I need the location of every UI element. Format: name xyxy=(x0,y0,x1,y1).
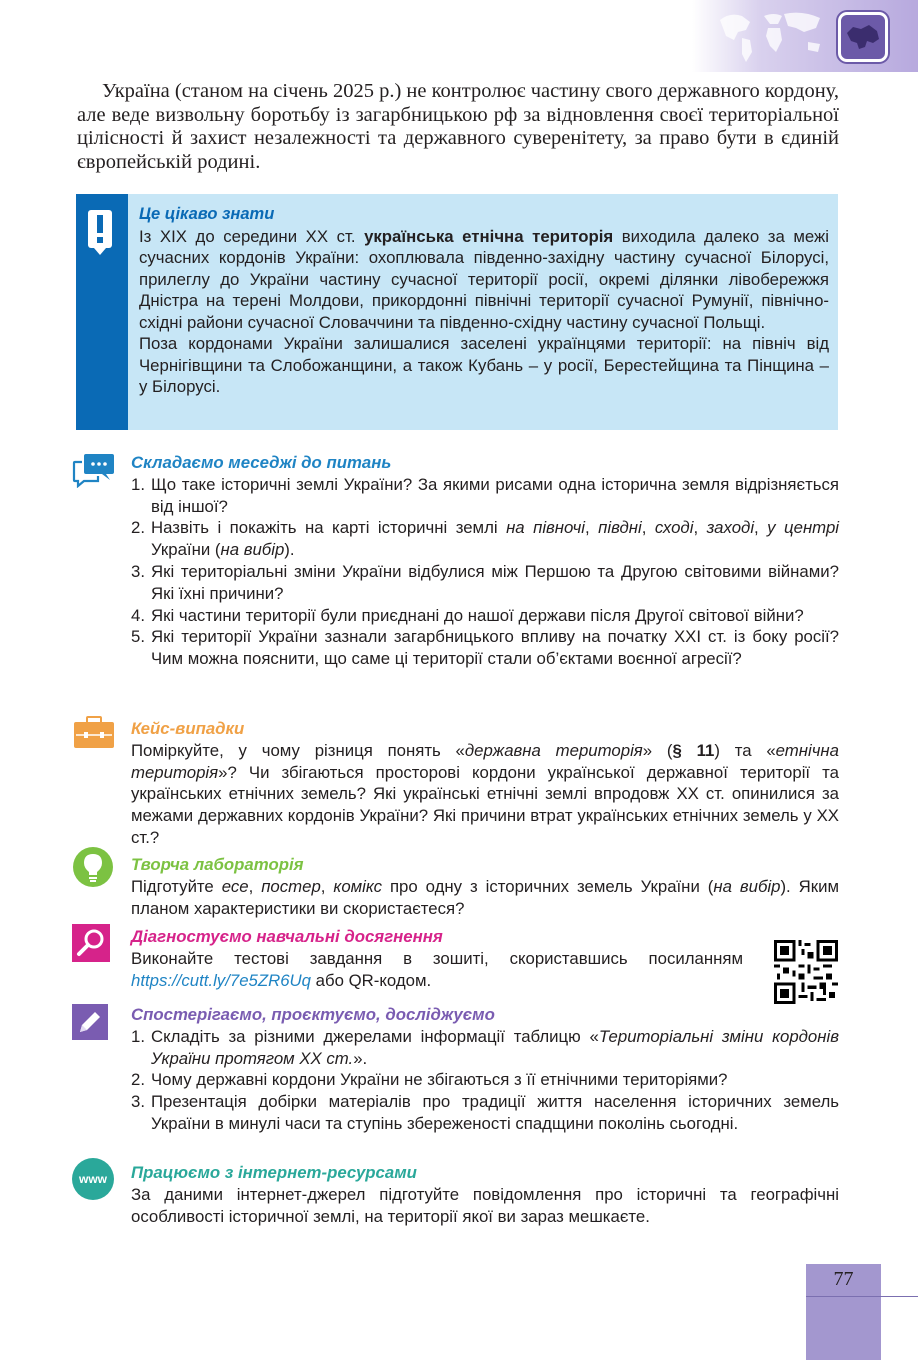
world-map-icon xyxy=(712,6,832,66)
internet-text: За даними інтернет-джерел підготуйте повідомлення про історичні та географічні особливості історичної землі, на території якої ви зараз мешкаєте. xyxy=(131,1184,839,1226)
briefcase-icon xyxy=(72,716,116,750)
pencil-icon xyxy=(72,1004,108,1040)
cases-section xyxy=(131,718,839,849)
info-box-content xyxy=(139,204,829,398)
list-item: 4. Які частини території були приєднані до нашої держави після Другої світової війни? xyxy=(131,605,804,625)
ukraine-map-icon xyxy=(838,12,888,62)
list-item: 5. Які території України зазнали загарбницького впливу на початку ХХІ ст. із боку росії? Чим можна пояснити, що саме ці території стали об’єктами воєнної агресії? xyxy=(131,627,839,669)
chapter-header-decoration xyxy=(692,0,918,72)
info-box-paragraph-1: Із ХІХ до середини ХХ ст. українська етнічна територія виходила далеко за межі сучасних кордонів України: охоплювала південно-західну частину сучасної Білорусі, прилеглу до України частину сучасної території росії, окремі ділянки лівобережжя Дністра на терені Молдови, прикордонні північні території сучасної Румунії, північно-східні райони сучасної Словаччини та південно-східну частину сучасної Польщі. xyxy=(139,226,829,332)
page-number: 77 xyxy=(833,1268,854,1290)
lab-text: Підготуйте есе, постер, комікс про одну з історичних земель України (на вибір). Яким планом характеристики ви скористаєтеся? xyxy=(131,876,840,918)
messages-section xyxy=(131,452,839,670)
page-number-box xyxy=(806,1264,881,1360)
info-box xyxy=(76,194,838,430)
messages-list xyxy=(131,474,839,670)
exclamation-icon xyxy=(88,210,112,248)
internet-section xyxy=(131,1162,839,1227)
info-box-sidebar xyxy=(76,194,128,430)
diagnostics-section xyxy=(131,926,743,991)
messages-title: Складаємо меседжі до питань xyxy=(131,453,392,472)
lab-section xyxy=(131,854,839,919)
internet-title: Працюємо з інтернет-ресурсами xyxy=(131,1163,417,1182)
diagnostics-text: Виконайте тестові завдання в зошиті, скориставшись посиланням https://cutt.ly/7e5ZR6Uq або QR-кодом. xyxy=(131,948,743,990)
list-item: 3. Які територіальні зміни України відбулися між Першою та Другою світовими війнами? Які їхні причини? xyxy=(131,561,839,603)
test-link[interactable]: https://cutt.ly/7e5ZR6Uq xyxy=(131,970,312,990)
info-box-title: Це цікаво знати xyxy=(139,205,275,223)
magnifier-icon xyxy=(72,924,110,962)
cases-title: Кейс-випадки xyxy=(131,719,245,738)
list-item: 2. Чому державні кордони України не збігаються з її етнічними територіями? xyxy=(131,1070,728,1090)
cases-text: Поміркуйте, у чому різниця понять «державна територія» (§ 11) та «етнічна територія»? Чи збігаються просторові кордони української державної території та українських етнічних земель? Які українські етнічні землі впродовж ХХ ст. опинилися за межами державних кордонів України? Які причини втрат українських етнічних земель у ХХ ст.? xyxy=(131,740,839,847)
research-title: Спостерігаємо, проєктуємо, досліджуємо xyxy=(131,1005,495,1024)
www-icon: www xyxy=(72,1158,114,1200)
qr-code-icon[interactable] xyxy=(774,940,838,1004)
research-list xyxy=(131,1026,839,1135)
lab-title: Творча лабораторія xyxy=(131,855,304,874)
list-item: 2. Назвіть і покажіть на карті історичні землі на півночі, півдні, сході, заході, у центрі України (на вибір). xyxy=(131,518,840,560)
lightbulb-icon xyxy=(72,846,114,888)
info-box-paragraph-2: Поза кордонами України залишалися заселені українцями території: на північ від Чернігівщини та Слобожанщини, а також Кубань – у росії, Берестейщина та Пінщина – у Білорусі. xyxy=(139,334,829,396)
list-item: 1. Складіть за різними джерелами інформації таблицю «Територіальні зміни кордонів України протягом ХХ ст.». xyxy=(131,1026,839,1068)
intro-text: Україна (станом на січень 2025 р.) не контролює частину свого державного кордону, але веде визвольну боротьбу із загарбницькою рф за відновлення своєї територіальної цілісності й захист незалежності та державного суверенітету, за право бути в єдиній європейській родині. xyxy=(77,80,839,173)
list-item: 3. Презентація добірки матеріалів про традиції життя населення історичних земель України в минулі часи та ступінь збереженості спадщини поколінь сьогодні. xyxy=(131,1092,839,1133)
chat-bubbles-icon xyxy=(72,452,116,488)
research-section xyxy=(131,1004,839,1135)
list-item: 1. Що таке історичні землі України? За якими рисами одна історична земля відрізняється від іншої? xyxy=(131,474,839,516)
diagnostics-title: Діагностуємо навчальні досягнення xyxy=(131,927,443,946)
intro-paragraph xyxy=(77,80,839,174)
